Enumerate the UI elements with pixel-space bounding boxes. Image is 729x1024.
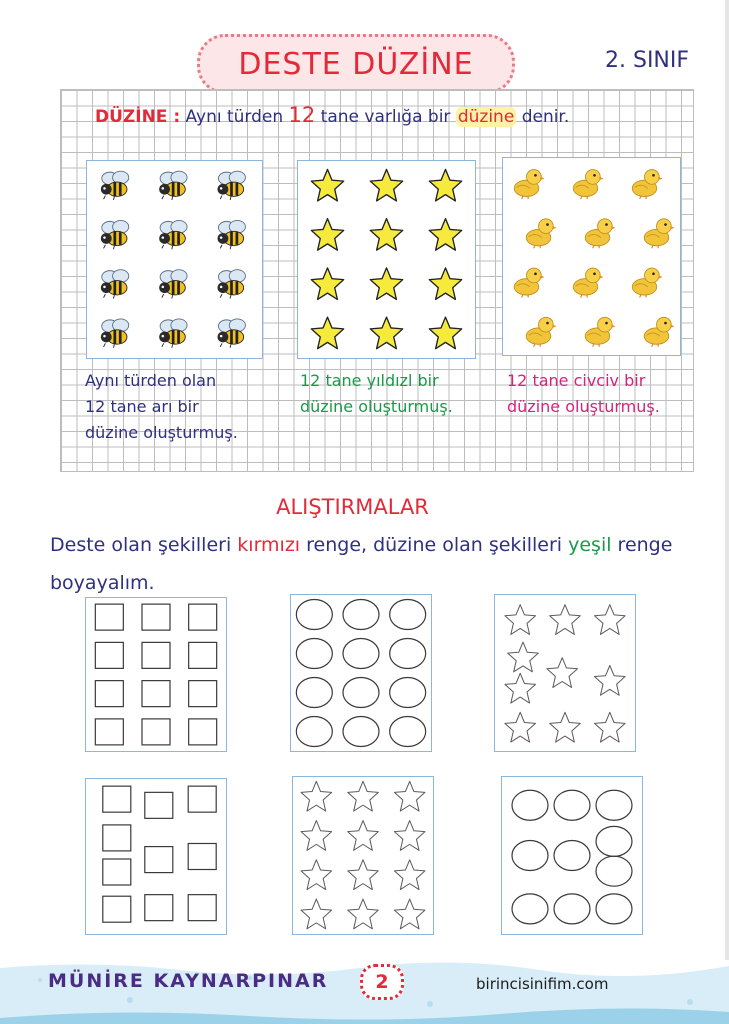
exercise-square[interactable] bbox=[189, 604, 217, 630]
exercise-star[interactable] bbox=[394, 899, 425, 929]
bee-icon bbox=[101, 220, 129, 249]
exercise-circle[interactable] bbox=[596, 856, 632, 886]
exercise-square[interactable] bbox=[145, 847, 173, 873]
caption-line: 12 tane arı bir bbox=[85, 397, 199, 416]
exercise-circle[interactable] bbox=[390, 678, 426, 708]
exercise-circle[interactable] bbox=[512, 894, 548, 924]
star-icon bbox=[311, 317, 343, 349]
chick-icon bbox=[585, 219, 615, 248]
exercises-heading: ALIŞTIRMALAR bbox=[276, 495, 429, 519]
star-example-box bbox=[297, 160, 476, 359]
instruction-part4: boyayalım. bbox=[50, 572, 155, 594]
exercise-star[interactable] bbox=[547, 658, 578, 688]
exercise-square[interactable] bbox=[188, 786, 216, 812]
exercise-square[interactable] bbox=[103, 859, 131, 885]
chick-icon bbox=[514, 268, 544, 297]
exercise-square[interactable] bbox=[95, 681, 123, 707]
chick-icon bbox=[585, 317, 615, 346]
caption-line: düzine oluşturmuş. bbox=[85, 423, 238, 442]
exercise-instruction bbox=[50, 526, 700, 602]
page-number: 2 bbox=[360, 964, 404, 1000]
star-icon bbox=[429, 317, 461, 349]
bee-icon bbox=[159, 171, 187, 200]
instruction-part3: renge bbox=[617, 534, 673, 556]
star-icon bbox=[311, 169, 343, 201]
exercise-star[interactable] bbox=[394, 860, 425, 890]
exercise-circle[interactable] bbox=[596, 894, 632, 924]
chick-icon bbox=[514, 170, 544, 199]
exercise-circle[interactable] bbox=[554, 790, 590, 820]
instruction-part2: renge, düzine olan şekilleri bbox=[306, 534, 563, 556]
chick-icon bbox=[644, 317, 674, 346]
star-icon bbox=[370, 169, 402, 201]
website-label: birincisinifim.com bbox=[476, 975, 609, 993]
exercise-box-circles-10[interactable] bbox=[501, 776, 643, 935]
exercise-square[interactable] bbox=[189, 681, 217, 707]
caption-line: Aynı türden olan bbox=[85, 371, 217, 390]
exercise-square[interactable] bbox=[142, 604, 170, 630]
chick-example-box bbox=[502, 157, 681, 356]
exercise-star[interactable] bbox=[301, 781, 332, 811]
exercise-star[interactable] bbox=[550, 605, 581, 635]
exercise-square[interactable] bbox=[95, 604, 123, 630]
exercise-star[interactable] bbox=[505, 605, 536, 635]
exercise-star[interactable] bbox=[595, 666, 626, 696]
caption-line: 12 tane civciv bir bbox=[507, 371, 646, 390]
bee-icon bbox=[218, 171, 246, 200]
definition-keyword: DÜZİNE : bbox=[95, 107, 181, 127]
exercise-star[interactable] bbox=[595, 712, 626, 742]
exercise-star[interactable] bbox=[348, 899, 379, 929]
exercise-square[interactable] bbox=[188, 895, 216, 921]
exercise-box-stars-10[interactable] bbox=[494, 594, 636, 752]
exercise-star[interactable] bbox=[550, 712, 581, 742]
exercise-square[interactable] bbox=[189, 719, 217, 745]
exercise-star[interactable] bbox=[505, 673, 536, 703]
exercise-square[interactable] bbox=[103, 825, 131, 851]
exercise-star[interactable] bbox=[348, 781, 379, 811]
exercise-circle[interactable] bbox=[343, 600, 379, 630]
author-name: MÜNİRE KAYNARPINAR bbox=[48, 970, 329, 992]
exercise-square[interactable] bbox=[103, 786, 131, 812]
exercise-circle[interactable] bbox=[390, 717, 426, 747]
instruction-part1: Deste olan şekilleri bbox=[50, 534, 232, 556]
exercise-circle[interactable] bbox=[343, 717, 379, 747]
page-title: DESTE DÜZİNE bbox=[238, 46, 474, 82]
definition-sentence bbox=[95, 103, 569, 127]
grade-label: 2. SINIF bbox=[605, 48, 690, 73]
exercise-circle[interactable] bbox=[596, 790, 632, 820]
caption-line: düzine oluşturmuş. bbox=[300, 397, 453, 416]
definition-number: 12 bbox=[288, 103, 316, 127]
chick-icon bbox=[644, 219, 674, 248]
exercise-box-stars-12[interactable] bbox=[292, 776, 434, 935]
bee-example-box bbox=[86, 160, 263, 359]
exercise-circle[interactable] bbox=[512, 790, 548, 820]
chick-icon bbox=[526, 219, 556, 248]
chick-icon bbox=[526, 317, 556, 346]
bee-icon bbox=[159, 319, 187, 348]
exercise-square[interactable] bbox=[103, 896, 131, 922]
bee-icon bbox=[159, 270, 187, 299]
chick-icon bbox=[573, 268, 603, 297]
exercise-circle[interactable] bbox=[343, 639, 379, 669]
exercise-square[interactable] bbox=[188, 844, 216, 870]
exercise-star[interactable] bbox=[301, 821, 332, 851]
exercise-square[interactable] bbox=[95, 719, 123, 745]
exercise-circle[interactable] bbox=[554, 841, 590, 871]
bee-icon bbox=[218, 270, 246, 299]
star-icon bbox=[429, 268, 461, 300]
bee-icon bbox=[101, 270, 129, 299]
star-caption bbox=[300, 368, 453, 420]
exercise-star[interactable] bbox=[348, 860, 379, 890]
exercise-circle[interactable] bbox=[596, 826, 632, 856]
exercise-star[interactable] bbox=[505, 712, 536, 742]
exercise-square[interactable] bbox=[142, 642, 170, 668]
exercise-circle[interactable] bbox=[296, 717, 332, 747]
bee-caption bbox=[85, 368, 238, 446]
exercise-star[interactable] bbox=[301, 860, 332, 890]
exercise-box-squares-10[interactable] bbox=[85, 778, 227, 935]
definition-text-before: Aynı türden bbox=[185, 107, 284, 127]
instruction-red-word: kırmızı bbox=[237, 534, 301, 556]
exercise-circle[interactable] bbox=[390, 600, 426, 630]
bee-icon bbox=[218, 319, 246, 348]
instruction-green-word: yeşil bbox=[568, 534, 612, 556]
exercise-star[interactable] bbox=[348, 821, 379, 851]
exercise-square[interactable] bbox=[145, 895, 173, 921]
exercise-square[interactable] bbox=[145, 792, 173, 818]
chick-icon bbox=[573, 170, 603, 199]
exercise-square[interactable] bbox=[142, 681, 170, 707]
exercise-square[interactable] bbox=[142, 719, 170, 745]
exercise-star[interactable] bbox=[595, 605, 626, 635]
star-icon bbox=[370, 268, 402, 300]
bee-icon bbox=[159, 220, 187, 249]
definition-text-middle: tane varlığa bir bbox=[320, 107, 451, 127]
definition-text-after: denir. bbox=[521, 107, 570, 127]
exercise-square[interactable] bbox=[95, 642, 123, 668]
exercise-star[interactable] bbox=[394, 821, 425, 851]
chick-icon bbox=[632, 170, 662, 199]
star-icon bbox=[370, 219, 402, 251]
star-icon bbox=[370, 317, 402, 349]
exercise-circle[interactable] bbox=[343, 678, 379, 708]
chick-icon bbox=[632, 268, 662, 297]
star-icon bbox=[311, 219, 343, 251]
star-icon bbox=[429, 169, 461, 201]
exercise-square[interactable] bbox=[189, 642, 217, 668]
star-icon bbox=[429, 219, 461, 251]
bee-icon bbox=[218, 220, 246, 249]
exercise-circle[interactable] bbox=[554, 894, 590, 924]
exercise-star[interactable] bbox=[394, 781, 425, 811]
page-edge bbox=[725, 0, 729, 1024]
chick-caption bbox=[507, 368, 660, 420]
bee-icon bbox=[101, 171, 129, 200]
exercise-star[interactable] bbox=[508, 642, 539, 672]
exercise-box-circles-12[interactable] bbox=[290, 594, 432, 752]
exercise-circle[interactable] bbox=[390, 639, 426, 669]
caption-line: düzine oluşturmuş. bbox=[507, 397, 660, 416]
exercise-star[interactable] bbox=[301, 899, 332, 929]
exercise-circle[interactable] bbox=[296, 639, 332, 669]
star-icon bbox=[311, 268, 343, 300]
exercise-circle[interactable] bbox=[296, 678, 332, 708]
definition-highlight: düzine bbox=[457, 107, 515, 127]
exercise-circle[interactable] bbox=[296, 600, 332, 630]
exercise-box-squares-12[interactable] bbox=[85, 597, 227, 752]
title-badge bbox=[197, 34, 515, 94]
caption-line: 12 tane yıldızl bir bbox=[300, 371, 439, 390]
exercise-circle[interactable] bbox=[512, 841, 548, 871]
bee-icon bbox=[101, 319, 129, 348]
